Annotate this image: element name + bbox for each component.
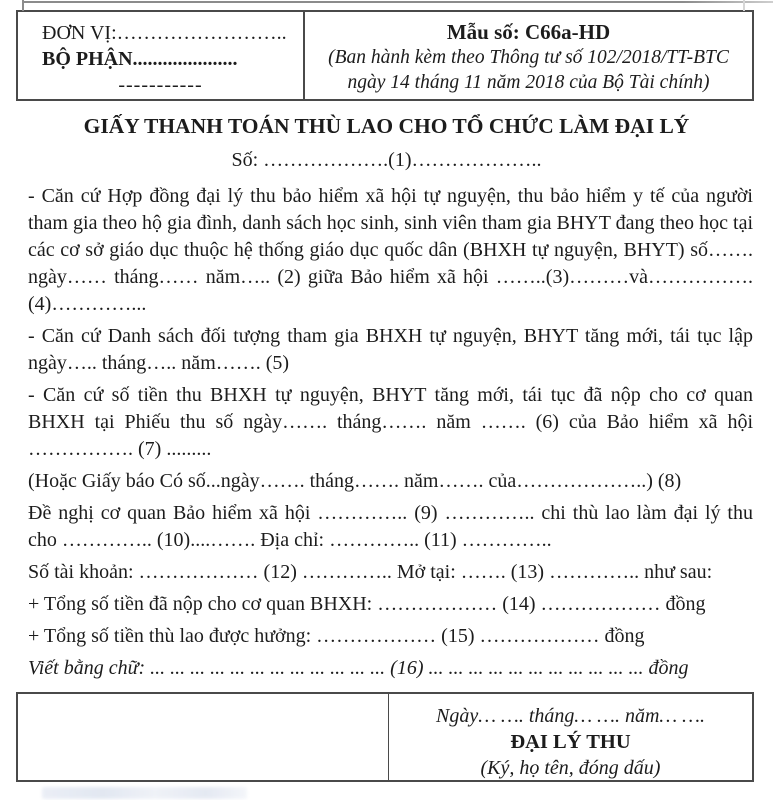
form-paragraph: Số tài khoản: ……………… (12) ………….. Mở tại: ……. (13) ………….. như sau: xyxy=(28,561,713,583)
form-number: Mẫu số: C66a-HD xyxy=(446,20,611,44)
form-body xyxy=(28,183,753,682)
issuance-note-line2: ngày 14 tháng 11 năm 2018 của Bộ Tài chính) xyxy=(347,72,710,93)
form-paragraph: + Tổng số tiền đã nộp cho cơ quan BHXH: ……………… (14) ……………… đồng xyxy=(28,593,706,615)
top-right-edge-tick xyxy=(743,0,745,11)
signature-instruction: (Ký, họ tên, đóng dấu) xyxy=(480,757,661,779)
form-paragraph: (Hoặc Giấy báo Có số...ngày……. tháng……. năm……. của………………..) (8) xyxy=(28,470,682,492)
top-edge-tick xyxy=(22,0,24,11)
signature-cell xyxy=(389,694,752,780)
signature-date-line: Ngày… …. tháng… …. năm… …. xyxy=(436,705,705,727)
header-info-table xyxy=(16,10,754,101)
unit-line: ĐƠN VỊ:…………………….. xyxy=(42,22,287,44)
issuance-note-line1: (Ban hành kèm theo Thông tư số 102/2018/TT-BTC xyxy=(328,47,729,68)
form-title: GIẤY THANH TOÁN THÙ LAO CHO TỔ CHỨC LÀM ĐẠI LÝ xyxy=(83,114,690,138)
form-number-cell xyxy=(305,12,752,99)
signature-empty-cell xyxy=(18,694,389,780)
signature-table xyxy=(16,692,754,782)
document-number-line: Số: ……………….(1)……………….. xyxy=(231,149,542,171)
top-edge-artifact-line xyxy=(22,1,773,3)
form-paragraph: - Căn cứ Hợp đồng đại lý thu bảo hiểm xã hội tự nguyện, thu bảo hiểm y tế của người tham gia theo hộ gia đình, danh sách học sinh, sinh viên tham gia BHYT đang theo học tại các cơ sở giáo dục thuộc hệ thống giáo dục quốc dân (BHXH tự nguyện, BHYT) số……. ngày…… tháng…… năm….. (2) giữa Bảo hiểm xã hội ……..(3)………và…………….(4)…………... xyxy=(28,185,753,315)
amount-in-words-line: Viết bằng chữ: ... ... ... ... ... ... ... ... ... ... ... ... (16) ... ... ... ... ... ... ... ... ... ... ... đồng xyxy=(28,657,689,679)
department-line: BỘ PHẬN..................... xyxy=(42,48,238,70)
unit-department-cell xyxy=(18,12,305,99)
separator-dashes: ----------- xyxy=(118,74,203,96)
form-paragraph: + Tổng số tiền thù lao được hưởng: ……………… (15) ……………… đồng xyxy=(28,625,645,647)
form-paragraph: - Căn cứ số tiền thu BHXH tự nguyện, BHYT tăng mới, tái tục đã nộp cho cơ quan BHXH tại Phiếu thu số ngày……. tháng……. năm ……. (6) của Bảo hiểm xã hội ……………. (7) ......... xyxy=(28,384,753,460)
signature-role-title: ĐẠI LÝ THU xyxy=(510,731,631,753)
form-paragraph: Đề nghị cơ quan Bảo hiểm xã hội ………….. (9) ………….. chi thù lao làm đại lý thu cho ………….. (10)....……. Địa chỉ: ………….. (11) ………….. xyxy=(28,502,753,551)
form-paragraph: - Căn cứ Danh sách đối tượng tham gia BHXH tự nguyện, BHYT tăng mới, tái tục lập ngày….. tháng….. năm……. (5) xyxy=(28,325,753,374)
bottom-cutoff-artifact xyxy=(42,787,247,799)
